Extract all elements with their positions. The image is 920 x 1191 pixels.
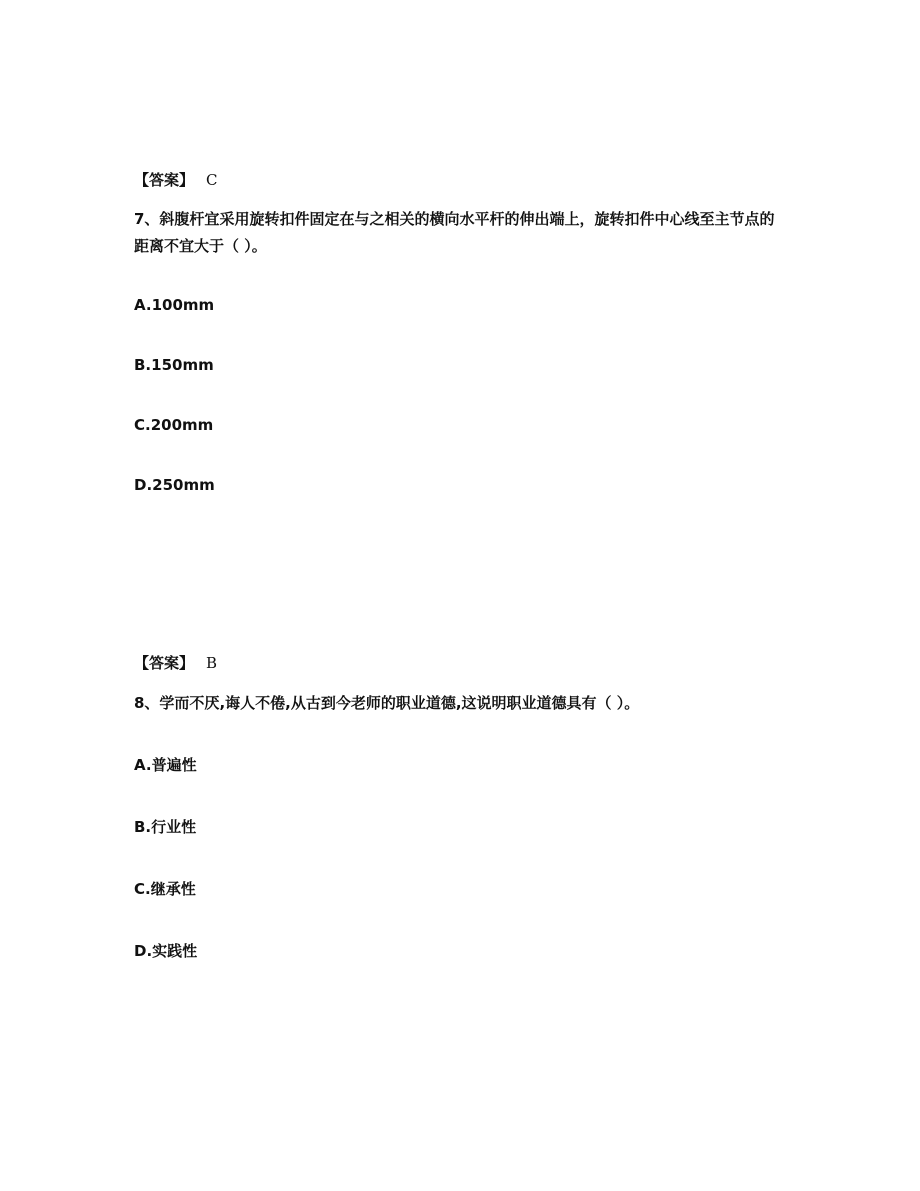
answer-label: 【答案】 [134, 171, 195, 189]
option-d: D.实践性 [134, 942, 198, 960]
option-a: A.普遍性 [134, 756, 197, 774]
answer-line [134, 653, 217, 673]
option-c: C.200mm [134, 416, 214, 434]
answer-label: 【答案】 [134, 654, 195, 672]
option-a: A.100mm [134, 296, 215, 314]
option-d: D.250mm [134, 476, 215, 494]
answer-line [134, 170, 218, 190]
answer-value: B [206, 654, 218, 672]
question-text: 8、学而不厌,诲人不倦,从古到今老师的职业道德,这说明职业道德具有（ ）。 [134, 694, 640, 712]
option-b: B.行业性 [134, 818, 197, 836]
answer-value: C [206, 171, 218, 189]
option-c: C.继承性 [134, 880, 196, 898]
question-text: 7、斜腹杆宜采用旋转扣件固定在与之相关的横向水平杆的伸出端上，旋转扣件中心线至主节点的距离不宜大于（ ）。 [134, 210, 775, 255]
option-b: B.150mm [134, 356, 214, 374]
